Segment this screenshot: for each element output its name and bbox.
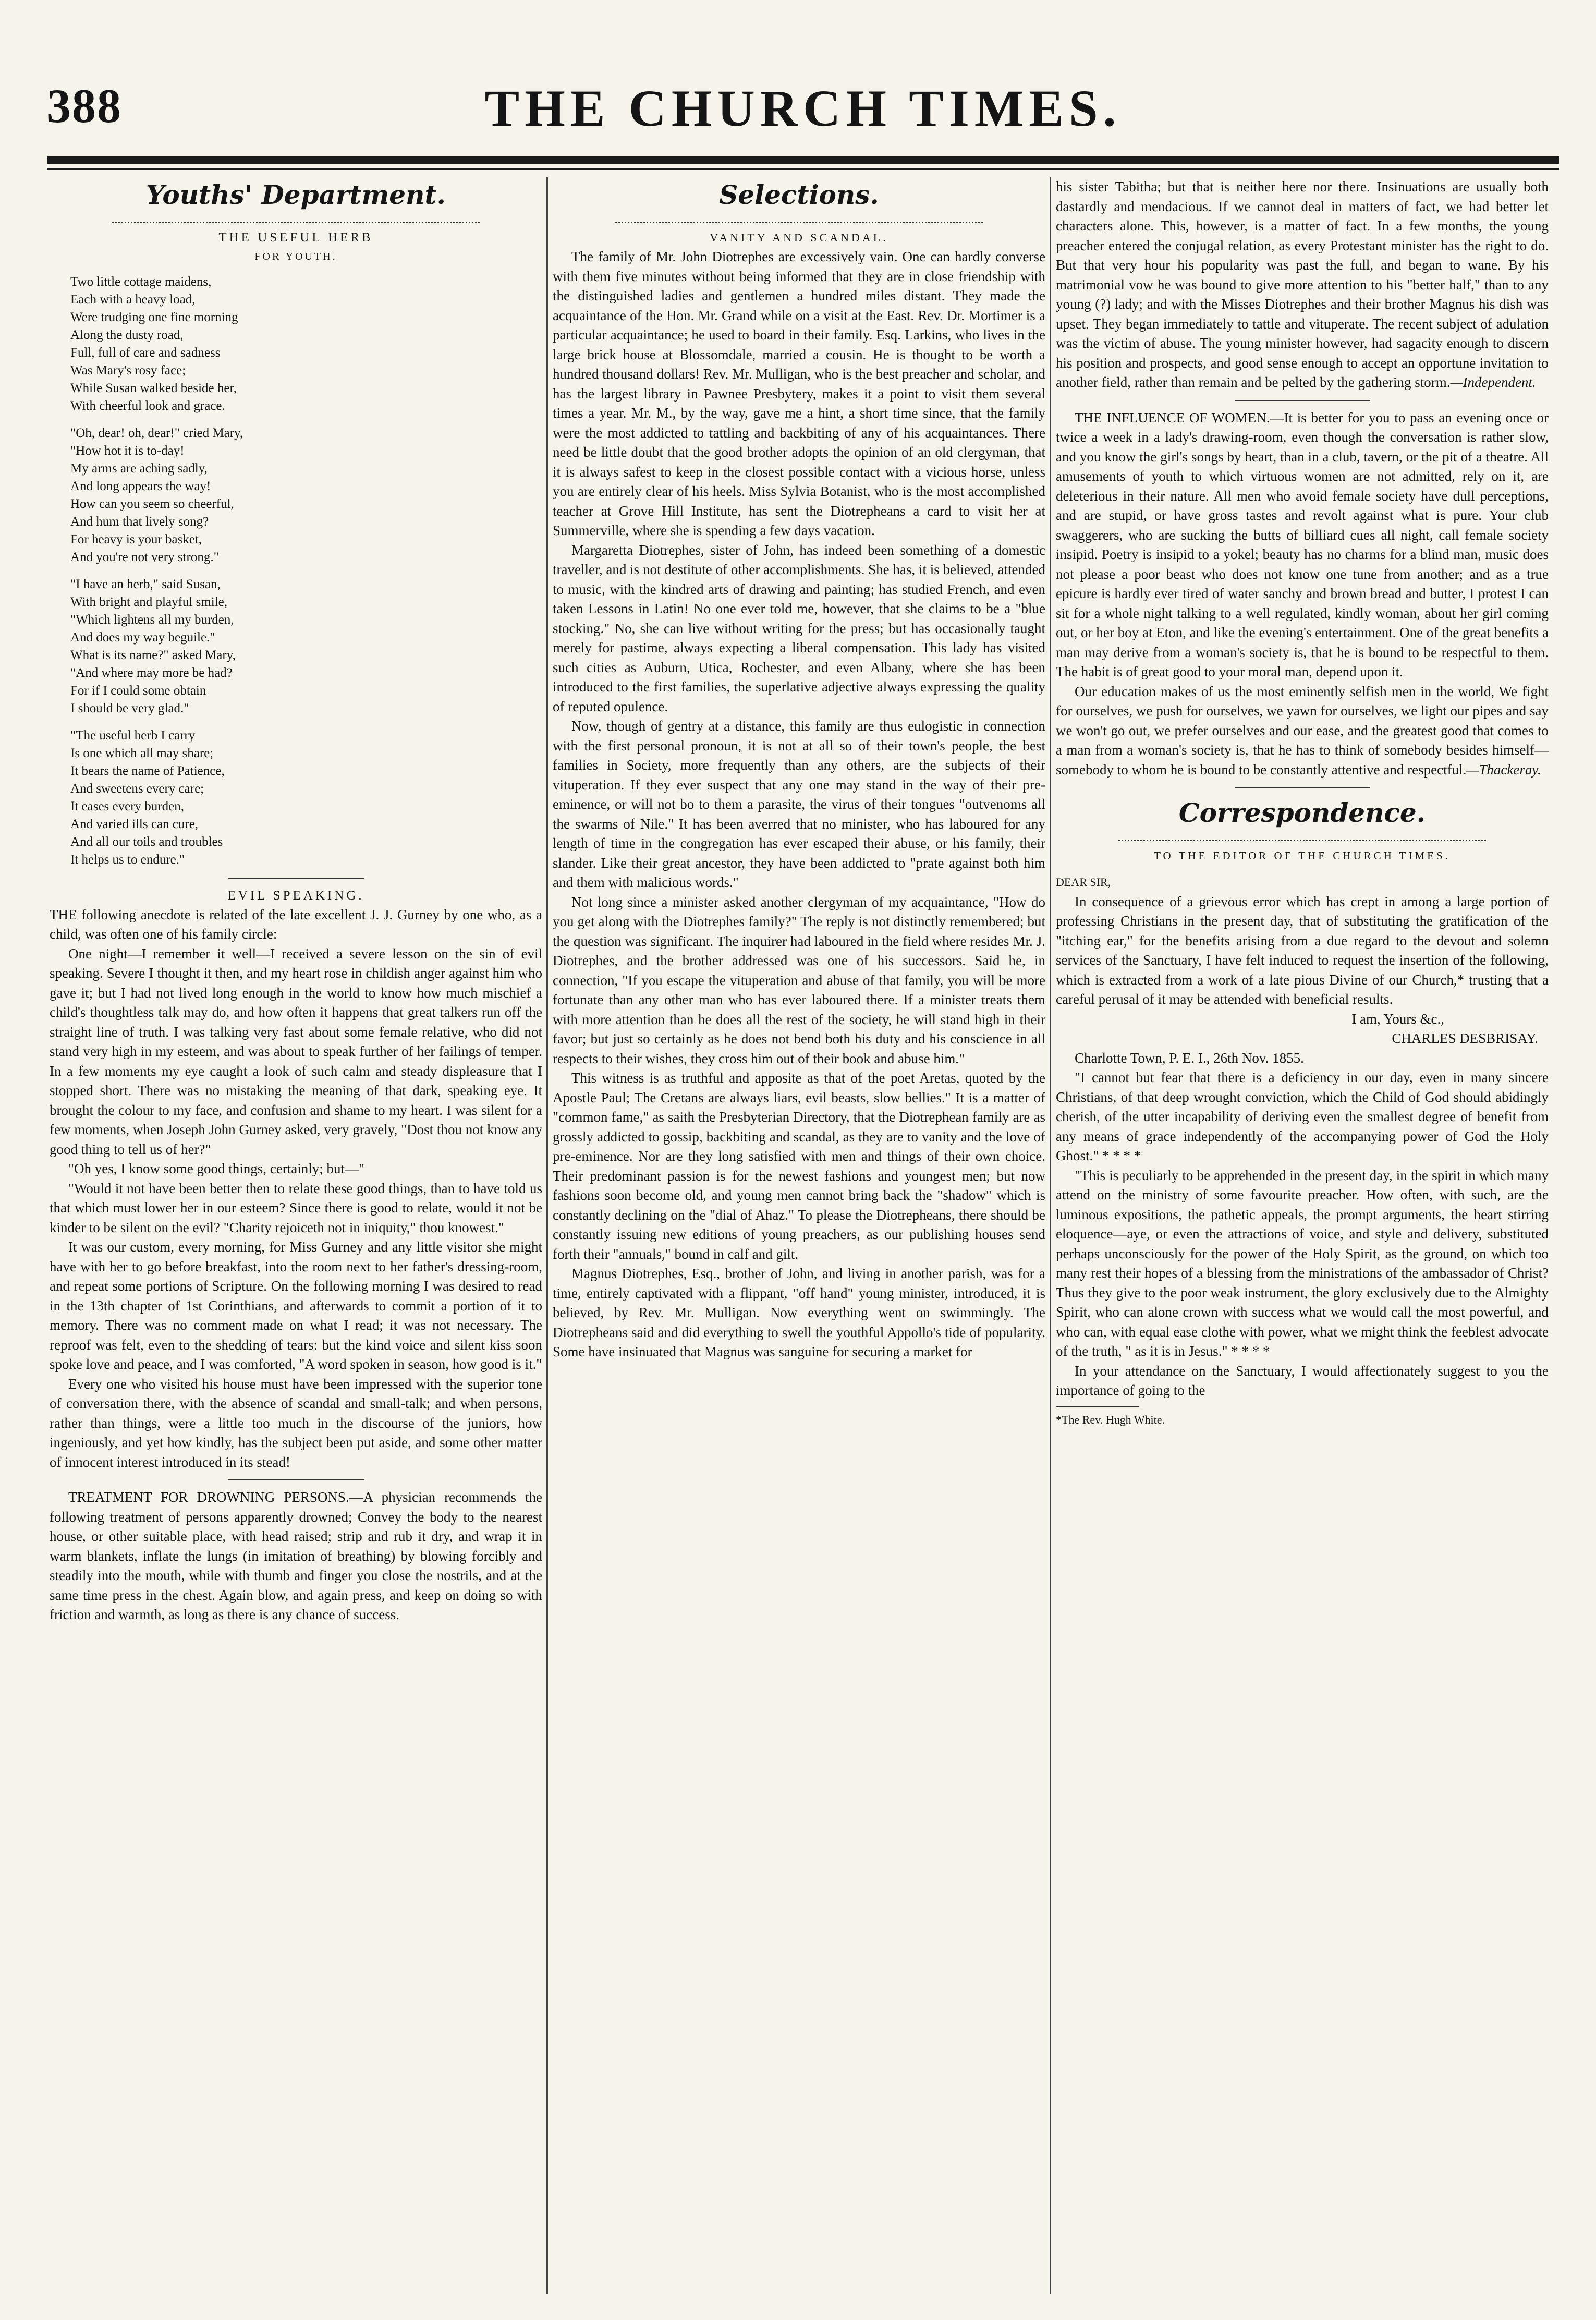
masthead <box>47 78 1559 151</box>
continued-text: his sister Tabitha; but that is neither here nor there. Insinuations are usually both dastardly and mendacious. If we cannot deal in matters of fact, we had better let characters alone. This, however, is a matter of fact. In a few months, the young preacher entered the conjugal relation, as every Protestant minister has the right to do. But that very hour his popularity was past the full, and began to wane. By his matrimonial vow he was bound to give more attention to his "better half," than to any young (?) lady; and with the Misses Diotrephes and their brother Magnus his dish was upset. They began immediately to tattle and vituperate. The recent subject of adulation was the victim of abuse. The young minister however, had sagacity enough to discern his position and prospects, and good sense enough to accept an opportune invitation to another field, rather than remain and be pelted by the gathering storm. <box>1056 179 1549 390</box>
ornamental-divider <box>1118 832 1486 841</box>
quote-paragraph: "This is peculiarly to be apprehended in the present day, in the spirit in which many attend on the ministry of some favourite preacher. How often, with such, are the luminous expositions, the pathetic appeals, the prompt arguments, the heart stirring eloquence—aye, or even the attractions of voice, and style and delivery, substituted perhaps unconsciously for the power of the Holy Spirit, as the ground, on which too many rest their hopes of a blessing from the ministrations of the ambassador of Christ? Thus they give to the poor weak instrument, the glory exclusively due to the Almighty Spirit, who can alone crown with success what we would call the most powerful, and who can, with equal ease clothe with power, what we might think the feeblest advocate of the truth, " as it is in Jesus." * * * * <box>1056 1167 1549 1359</box>
article-drowning-text: —A physician recommends the following treatment of persons apparently drowned; Convey the body to the nearest house, or other suitable place, with head raised; strip and rub it dry, and wrap it in warm blankets, inflate the lungs (in imitation of breathing) by blowing forcibly and steadily into the mouth, while with thumb and finger you close the nostrils, and at the same time press in the chest. Again blow, and again press, and keep on doing so with friction and warmth, as long as there is any chance of success. <box>50 1489 542 1622</box>
article-paragraph: Now, though of gentry at a distance, this family are thus eulogistic in connection with the first personal pronoun, it is not at all so of their town's people, the best families in Society, more frequently than any others, are the subjects of their vituperation. If they ever suspect that any one may stand in the way of their pre-eminence, or will not bo to them a parasite, the virus of their tongues "outvenoms all the swarms of Nile." It has been averred that no minister, who has laboured for any length of time in the congregation has ever escaped their abuse, or his family, their slander. Like their great ancestor, they have been addicted to "prate against both him and them with malicious words." <box>553 718 1045 890</box>
poem-stanza: "The useful herb I carry Is one which all may share; It bears the name of Patience, And sweetens every care; It eases every burden, And varied ills can cure, And all our toils and troubles It helps us to endure." <box>70 728 225 867</box>
section-title-correspondence: Correspondence. <box>1178 797 1426 828</box>
divider <box>1235 400 1370 401</box>
ornamental-divider <box>615 214 983 223</box>
article-paragraph: "Oh yes, I know some good things, certainly; but—" <box>68 1161 364 1176</box>
salutation: DEAR SIR, <box>1056 876 1111 889</box>
page-number: 388 <box>47 79 122 132</box>
article-paragraph: "Would it not have been better then to relate these good things, than to have told us that which must lower her in our esteem? Since there is good to relate, would it not be kinder to be silent on the evil? "Charity rejoiceth not in iniquity," thou knowest." <box>50 1180 542 1235</box>
poem <box>50 273 542 869</box>
paper-title: THE CHURCH TIMES. <box>484 79 1122 137</box>
source-credit: —Independent. <box>1450 374 1536 390</box>
place-date: Charlotte Town, P. E. I., 26th Nov. 1855. <box>1075 1050 1304 1066</box>
article-paragraph: Not long since a minister asked another clergyman of my acquaintance, "How do you get along with the Diotrephes family?" The reply is not distinctly remembered; but the question was significant. The inquirer had laboured in the field where resides Mr. J. Diotrephes, and the brother addressed was one of his successors. Said he, in connection, "If you escape the vituperation and abuse of that family, you will be more fortunate than any other man who has ever laboured there. If a minister treats them with more attention than he does all the rest of the society, he will stand high in their favor; but just so certainly as he does not bend both his duty and his conscience in all respects to their wishes, they cross him out of their book and abuse him." <box>553 894 1045 1066</box>
article-paragraph: Magnus Diotrephes, Esq., brother of John, and living in another parish, was for a time, entirely captivated with a flippant, "off hand" young minister, introduced, it is believed, by Rev. Mr. Mulligan. Now everything went on swimmingly. The Diotrepheans said and did everything to swell the youthful Appollo's tide of popularity. Some have insinuated that Magnus was sanguine for securing a market for <box>553 1266 1045 1359</box>
article-paragraph: It was our custom, every morning, for Miss Gurney and any little visitor she might have with her to go before breakfast, into the room next to her father's dressing-room, and repeat some portions of Scripture. On the following morning I was desired to read in the 13th chapter of 1st Corinthians, and afterwards to commit a portion of it to memory. There was no comment made on what I read; it was not necessary. The reproof was felt, even to the shedding of tears: but the kind voice and silent kiss soon spoke love and peace, and I was comforted, "A word spoken in season, how good is it." <box>50 1239 542 1372</box>
article-title-evil-speaking: EVIL SPEAKING. <box>227 888 364 903</box>
article-drowning <box>50 1488 542 1625</box>
article-paragraph: One night—I remember it well—I received a severe lesson on the sin of evil speaking. Severe I thought it then, and my heart rose in childish anger against him who gave it; but I had not lived long enough in the world to know how much mischief a child's thoughtless talk may do, and how often it happens that great talkers run off the straight line of truth. I was talking very fast about some female relative, who did not stand very high in my esteem, and was about to speak further of her failings of temper. In a few moments my eye caught a look of such calm and steady displeasure that I stopped short. There was no mistaking the meaning of that dark, speaking eye. It brought the colour to my face, and confusion and shame to my heart. I was silent for a few moments, when Joseph John Gurney asked, very gravely, "Dost thou not know any good thing to tell us of her?" <box>50 945 542 1157</box>
article-influence <box>1056 408 1549 682</box>
article-influence-text: —It is better for you to pass an evening once or twice a week in a lady's drawing-room, even though the conversation is rather slow, and you know the girl's songs by heart, than in a club, tavern, or the pit of a theatre. All amusements of youth to which virtuous women are not admitted, rely on it, are deleterious in their nature. All men who avoid female society have dull perceptions, and are stupid, or have gross tastes and revolt against what is pure. Your club swaggerers, who are sucking the butts of billiard cues all night, call female society insipid. Poetry is insipid to a yokel; beauty has no charms for a blind man, music does not please a poor beast who does not know one tune from another; and as a true epicure is hardly ever tired of water sanchy and brown bread and butter, I protest I can sit for a whole night talking to a well regulated, kindly woman, about her girl coming out, or her boy at Eton, and like the evening's entertainment. One of the great benefits a man may derive from a woman's society is, that he is bound to be respectful to them. The habit is of great good to your moral man, depend upon it. <box>1056 409 1549 679</box>
poem-title: THE USEFUL HERB <box>218 230 373 245</box>
article-influence-paragraph <box>1056 682 1549 780</box>
article-title-influence-of-women: THE INFLUENCE OF WOMEN. <box>1075 409 1270 426</box>
poem-subtitle: FOR YOUTH. <box>254 251 337 262</box>
column-separator <box>546 177 548 2294</box>
correspondence-subtitle: TO THE EDITOR OF THE CHURCH TIMES. <box>1154 849 1451 862</box>
divider <box>228 1479 364 1480</box>
divider <box>1235 787 1370 788</box>
article-paragraph: This witness is as truthful and apposite as that of the poet Aretas, quoted by the Apostle Paul; The Cretans are always liars, evil beasts, slow bellies." It is a matter of "common fame," as saith the Presbyterian Directory, that the Diotrephean family are as grossly addicted to gossip, backbiting and scandal, as they are to vanity and the love of pre-eminence. Nor are they long satisfied with men and things of their own choice. Their predominant passion is for the newest fashions and youngest men; but now fashions soon become old, and young men cannot bring back the "shadow" which is constantly declining on the "dial of Ahaz." To please the Diotrepheans, there should be constantly issuing new editions of young preachers, as our publishing houses send forth their "annuals," bound in calf and gilt. <box>553 1070 1045 1262</box>
poem-stanza: Two little cottage maidens, Each with a heavy load, Were trudging one fine morning Along the dusty road, Full, full of care and sadness Was Mary's rosy face; While Susan walked beside her, With cheerful look and grace. <box>70 274 238 413</box>
poem-stanza: "I have an herb," said Susan, With bright and playful smile, "Which lightens all my burden, And does my way beguile." What is its name?" asked Mary, "And where may more be had? For if I could some obtain I should be very glad." <box>70 577 236 715</box>
poem-stanza: "Oh, dear! oh, dear!" cried Mary, "How hot it is to-day! My arms are aching sadly, And long appears the way! How can you seem so cheerful, And hum that lively song? For heavy is your basket, And you're not very strong." <box>70 426 243 564</box>
article-paragraph: Margaretta Diotrephes, sister of John, has indeed been something of a domestic traveller, and is not destitute of other accomplishments. She has, it is believed, attended to music, with the kindred arts of drawing and painting; has studied French, and even taken Lessons in Latin! No one ever told me, however, that she claims to be a "blue stocking." No, she can live without writing for the press; but has occasionally taught merely for pastime, always expecting a liberal compensation. This lady has visited such cities as Auburn, Utica, Rochester, and even Albany, where she has been introduced to the first families, the superlative adjective always expressing the quality of reputed opulence. <box>553 542 1045 714</box>
masthead-rule-thin <box>47 168 1559 170</box>
column-1 <box>50 177 542 2305</box>
divider <box>228 878 364 879</box>
article-paragraph: The family of Mr. John Diotrephes are excessively vain. One can hardly converse with them five minutes without being informed that they are in close friendship with the distinguished ladies and gentlemen a hundred miles distant. They made the acquaintance of the Hon. Mr. Grand while on a visit at the East. Rev. Dr. Mortimer is a particular acquaintance; he used to board in their family. Esq. Larkins, who lives in the large brick house at Blossomdale, married a cousin. He is thought to be worth a hundred thousand dollars! Rev. Mr. Mulligan, who is the best preacher and scholar, and has the largest library in Pawnee Presbytery, makes it a point to visit them several times a year. Mr. M., by the way, gave me a hint, a short time since, that the family were the most addicted to tattling and backbiting of any of his acquaintances. There need be little doubt that the good brother adopts the opinion of an old clergyman, that it is always safest to keep in the closest possible contact with a vicious horse, unless you are entirely clear of his heels. Miss Sylvia Botanist, who is the most accomplished teacher at Grove Hill Institute, has sent the Diotrepheans a card to visit her at Summerville, where she is spending a few days vacation. <box>553 249 1045 538</box>
article-influence-text: Our education makes of us the most eminently selfish men in the world, We fight for ourselves, we push for ourselves, we yawn for ourselves, we light our pipes and say we won't go out, we prefer ourselves and our ease, and the greatest good that comes to a man from a woman's society is, that he has to think of somebody besides himself—somebody to whom he is bound to be constantly attentive and respectful. <box>1056 683 1549 778</box>
section-title-youths-department: Youths' Department. <box>146 179 446 210</box>
article-paragraph-continued <box>1056 177 1549 393</box>
letter-paragraph: In consequence of a grievous error which has crept in among a large portion of professing Christians in the present day, that of substituting the gratification of the "itching ear," for the benefits arising from a due regard to the devout and solemn services of the Sanctuary, I have felt induced to request the insertion of the following, which is extracted from a work of a late pious Divine of our Church,* trusting that a careful perusal of it may be attended with beneficial results. <box>1056 893 1549 1007</box>
article-paragraph: THE following anecdote is related of the late excellent J. J. Gurney by one who, as a child, was often one of his family circle: <box>50 906 542 942</box>
column-2 <box>553 177 1045 2305</box>
masthead-rule <box>47 156 1559 164</box>
source-credit: —Thackeray. <box>1466 761 1541 778</box>
footnote-rule <box>1056 1406 1139 1407</box>
quote-paragraph: "I cannot but fear that there is a deficiency in our day, even in many sincere Christians, of that deep wrought conviction, which the Child of God should abidingly cherish, of the utter incapability of deriving even the smallest degree of benefit from any means of grace independently of the accompanying power of God the Holy Ghost." * * * * <box>1056 1070 1549 1163</box>
letter-signature: CHARLES DESBRISAY. <box>1392 1030 1538 1046</box>
article-paragraph: Every one who visited his house must have been impressed with the superior tone of conversation there, with the absence of scandal and small-talk; and when persons, rather than things, were a little too much in the discourse of the juniors, how ingeniously, and yet how kindly, has the subject been put aside, and some other matter of innocent interest introduced in its stead! <box>50 1376 542 1470</box>
quote-paragraph: In your attendance on the Sanctuary, I would affectionately suggest to you the importance of going to the <box>1056 1363 1549 1398</box>
letter-closing: I am, Yours &c., <box>1351 1011 1444 1027</box>
column-separator <box>1050 177 1051 2294</box>
ornamental-divider <box>112 214 480 223</box>
section-title-selections: Selections. <box>719 179 879 210</box>
article-title-vanity-scandal: VANITY AND SCANDAL. <box>710 231 888 244</box>
footnote: *The Rev. Hugh White. <box>1056 1413 1165 1426</box>
article-title-drowning: TREATMENT FOR DROWNING PERSONS. <box>68 1489 349 1505</box>
column-3 <box>1056 177 1549 2305</box>
